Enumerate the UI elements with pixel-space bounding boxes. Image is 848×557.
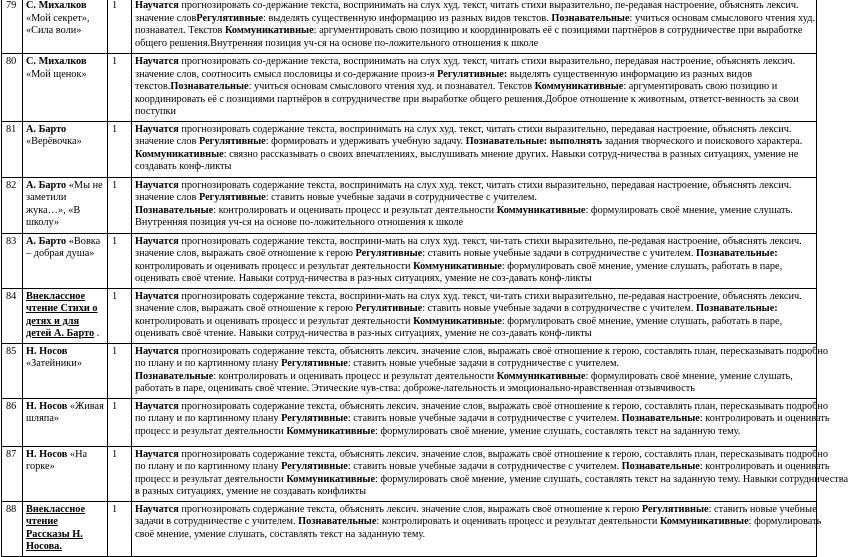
outcome-keyword: Коммуникативные — [413, 315, 502, 327]
outcome-keyword: Познавательные: выполнять — [465, 136, 603, 147]
outcome-text: текстов. — [135, 81, 171, 92]
table-row — [2, 343, 817, 398]
outcome-line — [135, 81, 813, 94]
topic-title: . — [96, 328, 100, 339]
outcome-text: : учиться основам смыслового чтения худ. — [629, 12, 816, 24]
lesson-hours: 1 — [108, 398, 132, 446]
outcome-text: Внутренняя позиция уч-ся на основе по-ложительного отношения к школе — [135, 217, 464, 228]
lesson-number: 81 — [2, 121, 23, 177]
learning-outcomes — [132, 398, 830, 446]
outcome-line — [135, 358, 813, 371]
outcome-text: прогнозировать содержание текста, объяснять лексич. значение слов, выражать своё отношение к герою, составлять план, пересказывать подробно — [178, 448, 829, 460]
outcome-keyword: Научатся — [135, 123, 179, 135]
outcome-keyword: Коммуникативные — [135, 148, 224, 160]
learning-outcomes — [132, 233, 817, 288]
outcome-text: поступки — [135, 106, 177, 117]
outcome-line — [135, 461, 830, 474]
outcome-line — [135, 291, 813, 304]
outcome-text: : контролировать и оценивать процесс и результат деятельности — [213, 370, 497, 382]
lesson-topic — [23, 121, 108, 177]
outcome-keyword: Регулятивные — [641, 503, 709, 515]
outcome-text: значение слов, выражать своё отношение к герою — [135, 248, 356, 259]
learning-outcomes — [132, 446, 848, 501]
outcome-line — [135, 161, 813, 174]
outcome-text: процесс и результат деятельности — [135, 425, 287, 437]
outcome-keyword: Научатся — [135, 290, 179, 302]
table-body — [2, 0, 848, 556]
topic-author: Н. Носов — [26, 400, 68, 412]
outcome-text: прогнозировать содержание текста, воспринимать на слух худ. текст, читать стихи выразительно, передавая настроение, объяснять лексич. — [178, 123, 792, 135]
outcome-line — [135, 273, 813, 286]
outcome-text: задачи в сотрудничестве с учителем. — [135, 516, 299, 527]
outcome-text: создавать конф-ликты — [135, 161, 232, 172]
outcome-line — [135, 124, 813, 137]
outcome-text: : формулировать своё мнение, умение слушать. — [585, 204, 793, 216]
outcome-line — [135, 106, 813, 119]
topic-title: «Мы не заметили жука…», «В школу» — [26, 179, 103, 228]
outcome-text: общего решения.Внутренняя позиция уч-ся на основе по-ложительного отношения к школе — [135, 37, 539, 49]
outcome-line — [135, 383, 813, 396]
lesson-hours: 1 — [108, 177, 132, 233]
learning-outcomes — [132, 501, 822, 556]
table-row — [2, 54, 817, 122]
outcome-text: контролировать и оценивать процесс и результат деятельности — [135, 315, 414, 327]
outcome-text: : контролировать и оценивать — [699, 461, 830, 472]
outcome-text: прогнозировать содержание текста, объяснять лексич. значение слов, выражать своё отношение к герою, составлять план, пересказывать подробно — [178, 400, 829, 412]
outcome-keyword: Коммуникативные — [659, 516, 749, 527]
outcome-text: прогнозировать содержание текста, воспринимать на слух худ. текст, читать стихи выразительно, передавая настроение, объяснять лексич. — [178, 179, 792, 191]
outcome-text: : ставить новые учебные — [708, 503, 817, 515]
lesson-number: 83 — [2, 233, 23, 288]
outcome-text: : формулировать своё мнение, умение слушать, работать в паре, — [501, 260, 783, 272]
outcome-keyword: Коммуникативные — [496, 370, 586, 382]
outcome-text: : формулировать — [748, 516, 822, 527]
table-row — [2, 446, 817, 501]
outcome-text: значение слов — [135, 192, 199, 203]
topic-title: «Верёвочка» — [26, 136, 82, 147]
lesson-hours: 1 — [108, 233, 132, 288]
outcome-text: : учиться основам смыслового чтения худ. и познавател. Текстов — [248, 81, 535, 92]
outcome-keyword: Познавательные: — [696, 248, 778, 259]
topic-title: «Живая шляпа» — [26, 400, 104, 424]
outcome-line — [135, 516, 822, 529]
outcome-text: работать в паре, оценивать своё чтение. Этические чув-ства: доброже-лательность и эмоционально-нравственная отзывчивость — [135, 383, 695, 394]
lesson-hours: 1 — [108, 343, 132, 398]
outcome-text: прогнозировать содержание текста, восприни-мать на слух худ. текст, чи-тать стихи выразительно, пе-редавая настроение, объяснять лексич. — [178, 235, 802, 247]
outcome-text: : связно рассказывать о своих впечатлениях, выслушивать мнение других. Навыки сотруд-ничества в разных ситуациях, умение не — [223, 148, 799, 160]
outcome-keyword: Коммуникативные — [413, 260, 502, 272]
outcome-text: в разных ситуациях, умение не создавать конфликты — [135, 486, 367, 497]
outcome-line — [135, 328, 813, 341]
outcome-text: : формулировать своё мнение, умение слушать, — [585, 370, 793, 382]
outcome-line — [135, 69, 813, 82]
outcome-text: : ставить новые учебные задачи в сотрудничестве с учителем. — [422, 303, 697, 314]
outcome-text: процесс и результат деятельности — [135, 473, 287, 485]
outcome-keyword: Научатся — [135, 235, 179, 247]
outcome-text: своё мнение, умение слушать, составлять текст на заданную тему. — [135, 528, 426, 540]
topic-author: А. Барто — [26, 179, 67, 191]
topic-author: С. Михалков — [26, 56, 87, 67]
outcome-text: : ставить новые учебные задачи в сотрудничестве с учителем. — [347, 413, 622, 424]
outcome-keyword: Регулятивные — [281, 358, 348, 369]
outcome-text: значение слов — [135, 12, 197, 24]
lesson-topic — [23, 288, 108, 343]
outcome-line — [135, 94, 813, 107]
lesson-number: 85 — [2, 343, 23, 398]
table-row — [2, 233, 817, 288]
outcome-keyword: Научатся — [135, 503, 179, 515]
lesson-topic — [23, 501, 108, 556]
outcome-text: познавател. Текстов — [135, 25, 225, 36]
outcome-line — [135, 473, 848, 487]
outcome-keyword: Научатся — [135, 179, 179, 191]
lesson-topic — [23, 177, 108, 233]
outcome-text: оценивать своё чтение. Навыки сотруд-ничества в раз-ных ситуациях, умение не соз-давать конф-ликты — [135, 273, 592, 284]
lesson-topic — [23, 233, 108, 288]
outcome-text: : ставить новые учебные задачи в сотрудничестве с учителем. — [265, 192, 537, 203]
outcome-keyword: Познавательные — [135, 204, 214, 216]
outcome-line — [135, 371, 813, 384]
outcome-text: : формулировать своё мнение, умение слушать, работать в паре, — [501, 315, 783, 327]
outcome-line — [135, 248, 813, 261]
outcome-keyword: Коммуникативные — [534, 81, 624, 92]
outcome-line — [135, 261, 813, 274]
topic-title: «Мой щенок» — [26, 68, 87, 80]
outcome-line — [135, 149, 813, 162]
outcome-text: : формировать и удерживать учебную задачу. — [265, 136, 466, 147]
outcome-line — [135, 345, 829, 359]
outcome-keyword: Познавательные — [551, 12, 630, 24]
outcome-keyword: Коммуникативные — [224, 25, 314, 36]
outcome-keyword: Коммуникативные — [286, 425, 376, 437]
outcome-line — [135, 136, 813, 149]
lesson-number: 87 — [2, 446, 23, 501]
topic-author: Н. Носов — [26, 448, 68, 460]
outcome-keyword: Регулятивные — [198, 136, 266, 147]
outcome-text: значение слов, выражать своё отношение к герою — [135, 303, 356, 314]
learning-outcomes — [132, 54, 817, 122]
lesson-hours: 1 — [108, 0, 132, 54]
outcome-text: : выделять существенную информацию из разных видов текстов. — [263, 12, 552, 24]
lesson-number: 80 — [2, 54, 23, 122]
lesson-number: 88 — [2, 501, 23, 556]
outcome-text: значение слов, соотносить смысл пословицы и со-держание произ-я — [135, 68, 438, 80]
lesson-topic — [23, 54, 108, 122]
outcome-text: прогнозировать содержание текста, объяснять лексич. значение слов, выражать своё отношение к герою, составлять план, пересказывать подробно — [178, 345, 829, 357]
outcome-keyword: Познавательные — [621, 413, 700, 424]
outcome-line — [135, 180, 813, 193]
outcome-text: контролировать и оценивать процесс и результат деятельности — [135, 260, 414, 272]
outcome-text: задания творческого и поискового характера. — [602, 136, 803, 147]
table-row — [2, 0, 817, 54]
topic-author: С. Михалков — [26, 0, 87, 11]
outcome-text: : аргументировать свою позицию и — [623, 81, 778, 92]
outcome-keyword: Коммуникативные — [286, 473, 376, 485]
topic-author: А. Барто — [26, 235, 67, 247]
outcome-text: : формулировать своё мнение, умение слушать, составлять текст на заданную тему. Навыки сотрудничества — [375, 473, 848, 485]
outcome-keyword: Регулятивные: — [437, 68, 508, 80]
topic-author: А. Барто — [26, 123, 67, 135]
outcome-keyword: Регулятивные — [196, 12, 264, 24]
lesson-number: 82 — [2, 177, 23, 233]
outcome-text: прогнозировать содержание текста, восприни-мать на слух худ. текст, чи-тать стихи выразительно, пе-редавая настроение, объяснять лексич. — [178, 290, 802, 302]
outcome-line — [135, 236, 813, 249]
table-row — [2, 501, 817, 556]
topic-title: «Затейники» — [26, 358, 82, 369]
lesson-number: 86 — [2, 398, 23, 446]
outcome-keyword: Научатся — [135, 56, 179, 67]
lesson-plan-table — [1, 0, 848, 557]
outcome-keyword: Познавательные — [621, 461, 700, 472]
outcome-text: прогнозировать со-держание текста, воспринимать на слух худ. текст, читать стихи выразительно, передавая настроение, объяснять лексич. — [178, 56, 796, 67]
lesson-topic — [23, 446, 108, 501]
lesson-hours: 1 — [108, 446, 132, 501]
outcome-keyword: Научатся — [135, 400, 179, 412]
outcome-keyword: Научатся — [135, 0, 179, 11]
outcome-text: : ставить новые учебные задачи в сотрудничестве с учителем. — [347, 461, 622, 472]
outcome-text: выделять существенную информацию из разных видов — [507, 68, 753, 80]
outcome-line — [135, 413, 830, 426]
table-row — [2, 121, 817, 177]
outcome-text: по плану и по картинному плану — [135, 358, 282, 369]
outcome-line — [135, 503, 817, 517]
table-row — [2, 288, 817, 343]
outcome-line — [135, 426, 813, 439]
lesson-hours: 1 — [108, 288, 132, 343]
learning-outcomes — [132, 343, 829, 398]
outcome-line — [135, 486, 813, 499]
lesson-hours: 1 — [108, 121, 132, 177]
lesson-hours: 1 — [108, 501, 132, 556]
outcome-keyword: Научатся — [135, 345, 179, 357]
outcome-keyword: Научатся — [135, 448, 179, 460]
outcome-keyword: Познавательные — [298, 516, 377, 527]
outcome-keyword: Познавательные: — [696, 303, 778, 314]
outcome-text: : контролировать и оценивать процесс и результат деятельности — [376, 516, 660, 527]
outcome-line — [135, 12, 816, 26]
topic-author: Н. Носов — [26, 345, 68, 357]
outcome-keyword: Регулятивные — [198, 192, 266, 203]
lesson-topic — [23, 398, 108, 446]
outcome-keyword: Регулятивные — [355, 303, 423, 314]
outcome-line — [135, 25, 813, 38]
outcome-line — [135, 303, 813, 316]
topic-title: «Вовка – добрая душа» — [26, 235, 101, 259]
outcome-keyword: Коммуникативные — [496, 204, 586, 216]
outcome-keyword: Регулятивные — [281, 461, 348, 472]
lesson-number: 84 — [2, 288, 23, 343]
lesson-hours: 1 — [108, 54, 132, 122]
topic-title: «На горке» — [26, 448, 88, 472]
outcome-text: : ставить новые учебные задачи в сотрудничестве с учителем. — [422, 248, 697, 259]
learning-outcomes — [132, 121, 817, 177]
table-row — [2, 177, 817, 233]
learning-outcomes — [132, 0, 817, 54]
outcome-line — [135, 217, 813, 230]
topic-title: «Мой секрет», «Сила воли» — [26, 12, 90, 36]
outcome-line — [135, 529, 813, 542]
outcome-text: прогнозировать содержание текста, объяснять лексич. значение слов, выражать своё отношение к герою — [178, 503, 642, 515]
outcome-text: координировать её с позициями партнёров в сотрудничестве при выработке общего решения.Доброе отношение к животным, ответст-венность за свои — [135, 93, 799, 105]
outcome-text: : ставить новые учебные задачи в сотрудничестве с учителем. — [347, 358, 620, 369]
outcome-line — [135, 205, 813, 218]
outcome-text: по плану и по картинному плану — [135, 413, 282, 424]
topic-author: Внеклассное чтение Стихи о детях и для детей А. Барто — [26, 290, 98, 339]
outcome-text: : аргументировать свою позицию и координировать её с позициями партнёров в сотрудничестве при выработке — [313, 25, 803, 36]
outcome-line — [135, 0, 813, 13]
outcome-text: значение слов — [135, 136, 199, 147]
topic-author: Внеклассное чтение Рассказы Н. Носова. — [26, 503, 86, 552]
learning-outcomes — [132, 288, 817, 343]
lesson-topic — [23, 343, 108, 398]
outcome-keyword: Познавательные — [135, 370, 214, 382]
outcome-text: по плану и по картинному плану — [135, 461, 282, 472]
outcome-text: прогнозировать со-держание текста, воспринимать на слух худ. текст, читать стихи выразительно, пе-редавая настроение, объяснять лексич. — [178, 0, 799, 11]
outcome-text: : формулировать своё мнение, умение слушать, составлять текст на заданную тему. — [375, 425, 741, 437]
outcome-line — [135, 400, 829, 414]
outcome-keyword: Познавательные — [170, 81, 249, 92]
outcome-line — [135, 38, 813, 51]
outcome-text: : контролировать и оценивать процесс и результат деятельности — [213, 204, 497, 216]
outcome-text: оценивать своё чтение. Навыки сотруд-ничества в раз-ных ситуациях, умение не соз-давать конф-ликты — [135, 328, 592, 339]
outcome-line — [135, 316, 813, 329]
outcome-line — [135, 448, 829, 462]
outcome-keyword: Регулятивные — [281, 413, 348, 424]
outcome-keyword: Регулятивные — [355, 248, 423, 259]
lesson-number: 79 — [2, 0, 23, 54]
table-row — [2, 398, 817, 446]
outcome-line — [135, 56, 813, 69]
outcome-text: : контролировать и оценивать — [699, 413, 830, 424]
lesson-topic — [23, 0, 108, 54]
learning-outcomes — [132, 177, 817, 233]
outcome-line — [135, 192, 813, 205]
